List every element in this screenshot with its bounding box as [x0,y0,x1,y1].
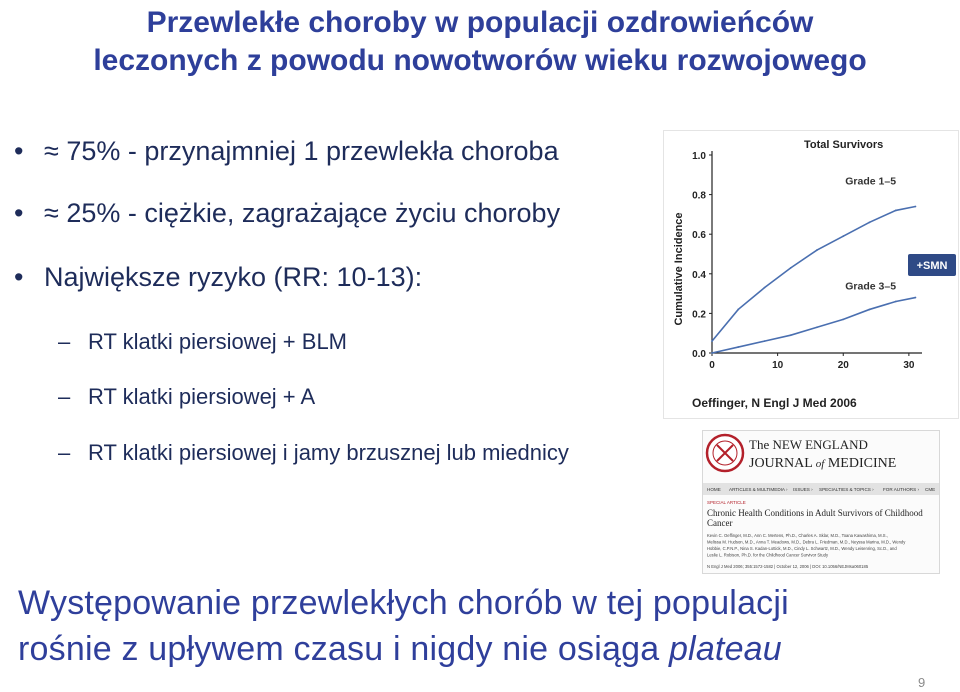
bullet-3-text: Największe ryzyko (RR: 10-13): [44,262,423,292]
chart-citation: Oeffinger, N Engl J Med 2006 [692,396,857,410]
dash-icon: – [58,329,71,354]
chart-x-tick-label: 10 [772,360,784,371]
bullet-dot-icon: • [14,136,24,166]
nejm-section: SPECIAL ARTICLE [707,500,746,505]
chart-data-point [790,267,792,269]
chart-x-tick-label: 30 [903,360,915,371]
nejm-article-title [707,508,925,528]
conclusion-text: rośnie z upływem czasu i nigdy nie osiąga [18,630,669,668]
subbullet-1 [58,329,347,355]
chart-data-point [869,221,871,223]
nejm-authors-line: Leslie L. Robison, Ph.D. for the Childhood Cancer Survivor Study [707,552,829,558]
chart-data-point [895,210,897,212]
cumulative-incidence-chart [663,130,959,419]
title-line-1: Przewlekłe choroby w populacji ozdrowieńców [146,6,814,39]
nejm-citation: N Engl J Med 2006; 355:1572-1582 | October 12, 2006 | DOI: 10.1056/NEJMsa060185 [707,564,869,569]
conclusion-line-1: Występowanie przewlekłych chorób w tej populacji [18,584,789,622]
nejm-svg [703,431,939,573]
chart-data-point [711,340,713,342]
chart-data-point [895,301,897,303]
chart-data-point [737,309,739,311]
smn-label: +SMN [916,260,948,272]
bullet-3 [14,262,422,293]
nejm-authors-line: Kevin C. Oeffinger, M.D., Ann C. Mertens, Ph.D., Charles A. Sklar, M.D., Toana Kawashima, M.S., [707,533,888,538]
slide-title [0,4,960,80]
nejm-seal-icon [707,435,743,471]
chart-series-label: Grade 3–5 [845,280,897,293]
conclusion-line-2 [18,630,782,669]
approx-icon: ≈ [44,136,59,166]
subbullet-2 [58,384,315,410]
nejm-nav-item[interactable]: SPECIALTIES & TOPICS › [819,487,874,492]
chart-data-point [842,318,844,320]
chart-data-point [737,346,739,348]
chart-data-point [764,340,766,342]
smn-badge [908,254,956,276]
bullet-2-text: 25% - ciężkie, zagrażające życiu choroby [66,198,561,228]
nejm-logo-medicine: MEDICINE [824,456,897,471]
nejm-nav-item[interactable]: ISSUES › [793,487,813,492]
chart-title: Total Survivors [804,139,884,151]
bullet-dot-icon: • [14,198,24,228]
chart-data-point [790,334,792,336]
chart-data-point [764,287,766,289]
nejm-nav-item[interactable]: HOME [707,487,721,492]
nejm-logo-journal: JOURNAL [749,456,816,471]
chart-data-point [711,352,713,354]
subbullet-1-text: RT klatki piersiowej + BLM [88,329,348,354]
nejm-authors-line: Melissa M. Hudson, M.D., Anna T. Meadows, M.D., Debra L. Friedman, M.D., Neyssa Marina, M.D., Wendy [707,539,906,545]
chart-data-point [842,235,844,237]
dash-icon: – [58,384,71,409]
bullet-dot-icon: • [14,262,24,292]
chart-y-tick-label: 0.2 [692,309,706,321]
nejm-article-screenshot [702,430,940,574]
subbullet-2-text: RT klatki piersiowej + A [88,384,316,409]
nejm-title-line-2: Cancer [707,518,733,528]
chart-data-point [816,326,818,328]
nejm-title-line-1: Chronic Health Conditions in Adult Survivors of Childhood [707,508,923,518]
chart-y-tick-label: 0.0 [692,349,706,360]
bullet-1 [14,136,559,167]
dash-icon: – [58,440,71,465]
subbullet-3-text: RT klatki piersiowej i jamy brzusznej lub miednicy [88,440,569,465]
nejm-nav-item[interactable]: CME [925,487,936,492]
nejm-logo-line-1: The NEW ENGLAND [749,437,868,452]
title-line-2: leczonych z powodu nowotworów wieku rozwojowego [93,44,867,77]
nejm-logo-of: of [815,458,825,470]
chart-data-point [869,309,871,311]
chart-x-tick-label: 0 [709,360,715,371]
chart-y-tick-label: 0.4 [692,269,706,281]
chart-data-point [915,297,917,299]
nejm-nav-item[interactable]: ARTICLES & MULTIMEDIA › [729,487,788,492]
bullet-2 [14,198,560,229]
nejm-logo-line-2 [749,456,896,471]
chart-y-axis-label: Cumulative Incidence [673,212,685,326]
chart-x-tick-label: 20 [837,360,849,371]
chart-series-line [712,206,915,341]
page-number: 9 [918,675,926,690]
chart-svg [664,131,958,418]
chart-data-point [816,249,818,251]
approx-icon: ≈ [44,198,59,228]
chart-series-label: Grade 1–5 [845,175,897,188]
chart-y-tick-label: 1.0 [692,151,706,162]
chart-y-tick-label: 0.8 [692,190,706,202]
conclusion-italic: plateau [668,630,782,668]
nejm-nav-item[interactable]: FOR AUTHORS › [883,487,919,492]
nejm-authors-line: Hobbie, C.P.N.P., Nina S. Kadan-Lottick, M.D., Cindy L. Schwartz, M.D., Wendy Leisenring, Sc.D., and [707,546,897,551]
chart-y-tick-label: 0.6 [692,230,706,242]
bullet-1-text: 75% - przynajmniej 1 przewlekła choroba [66,136,559,166]
subbullet-3 [58,440,569,466]
chart-data-point [915,206,917,208]
